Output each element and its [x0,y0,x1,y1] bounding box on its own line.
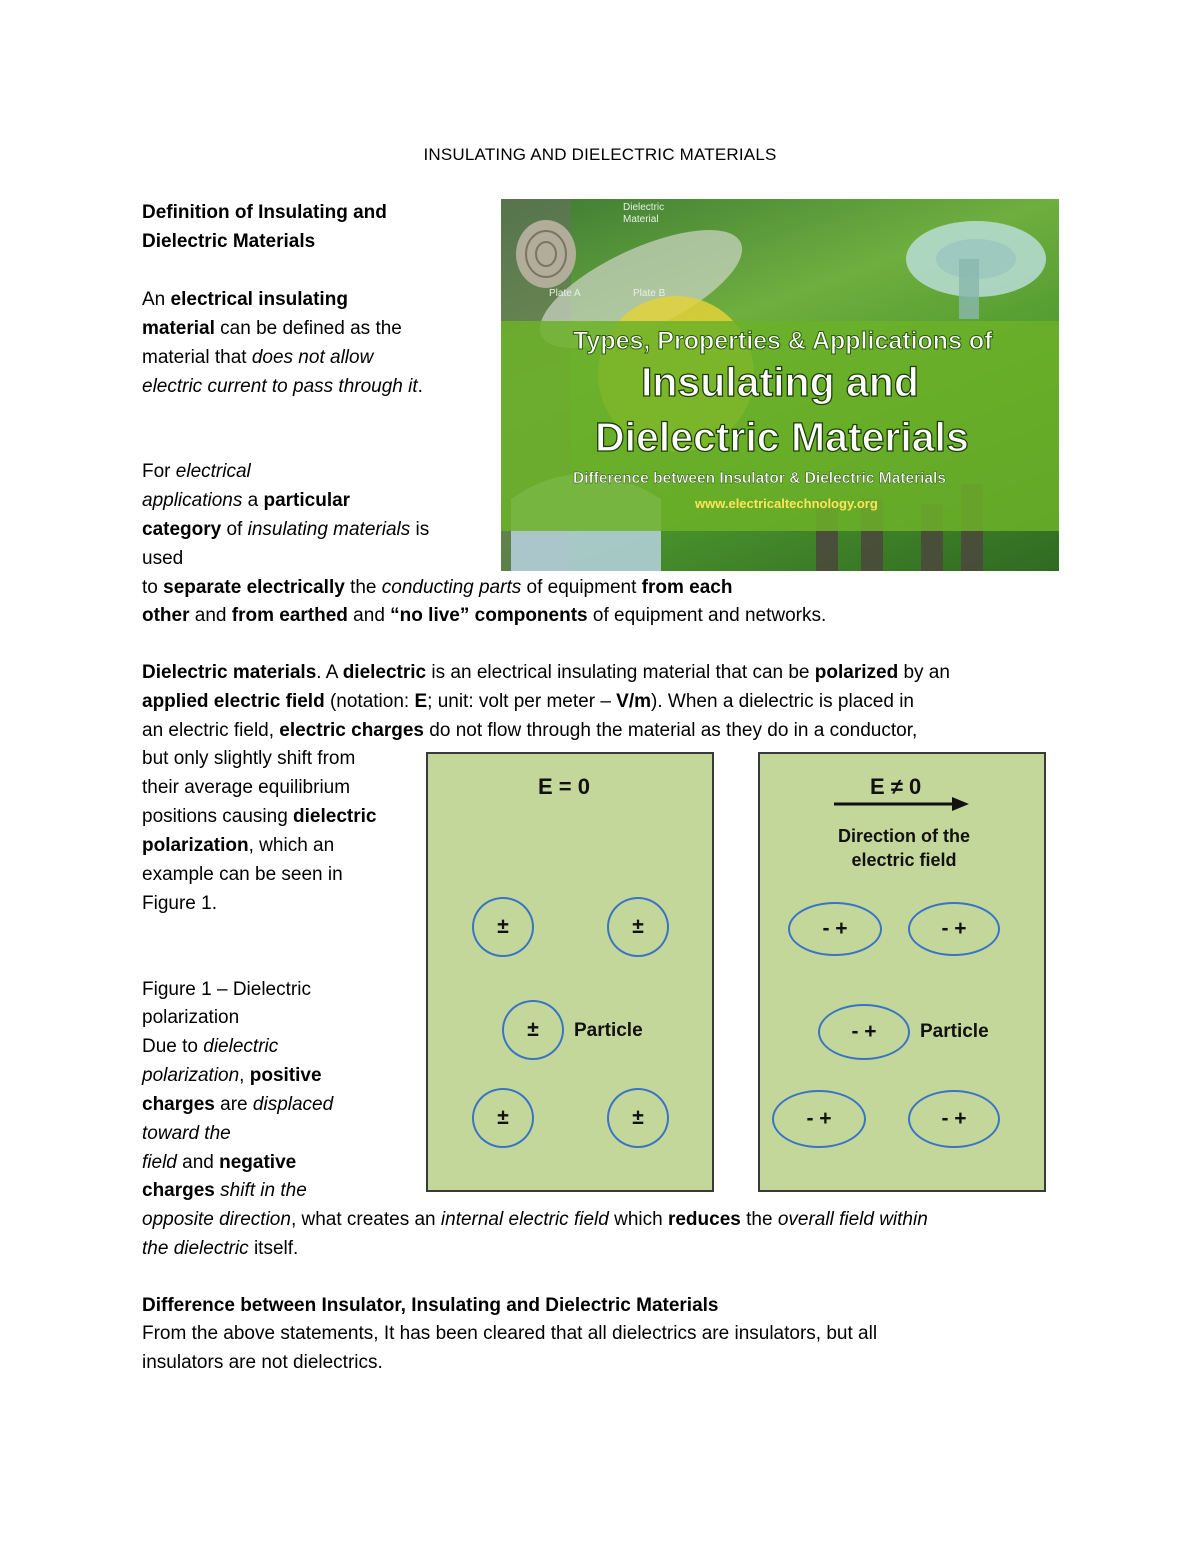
banner-line-4: Difference between Insulator & Dielectric Materials [573,470,946,487]
definition-p2-line-2: applications a particular [142,490,351,511]
caption-line-10: the dielectric itself. [142,1238,299,1259]
definition-p1-line-2: material can be defined as the [142,318,402,339]
dielectric-line-1: Dielectric materials. A dielectric is an electrical insulating material that can be polarized by an [142,662,950,683]
dielectric-line-4: but only slightly shift from [142,748,356,769]
caption-line-1: Figure 1 – Dielectric [142,979,311,1000]
difference-line-1: From the above statements, It has been cleared that all dielectrics are insulators, but all [142,1323,878,1344]
definition-p2-line-1: For electrical [142,461,251,482]
banner-label-plate-a: Plate A [549,288,581,299]
banner-label-plate-b: Plate B [633,288,666,299]
definition-p2-line-4: used [142,548,184,569]
definition-p2-line-3: category of insulating materials is [142,519,430,540]
panel-title-no-field: E = 0 [538,774,590,799]
figure-panel-with-field [758,752,1046,1192]
caption-line-3: Due to dielectric [142,1036,279,1057]
definition-p1-line-1: An electrical insulating [142,289,348,310]
neutral-particle: ± [607,897,669,957]
polarized-particle: - + [818,1004,910,1060]
particle-label: Particle [574,1020,643,1041]
banner-line-2: Insulating and [641,359,919,405]
neutral-particle: ± [472,1088,534,1148]
definition-p2-line-5: to separate electrically the conducting parts of equipment from each [142,577,733,598]
difference-line-2: insulators are not dielectrics. [142,1352,383,1373]
caption-line-8: charges shift in the [142,1180,307,1201]
polarized-particle: - + [908,902,1000,956]
banner-image [501,199,1059,571]
definition-p2-line-6: other and from earthed and “no live” components of equipment and networks. [142,605,827,626]
caption-line-4: polarization, positive [142,1065,322,1086]
caption-line-7: field and negative [142,1152,297,1173]
neutral-particle: ± [502,1000,564,1060]
panel-title-with-field: E ≠ 0 [870,774,922,799]
field-direction-arrow-icon [832,794,972,814]
figure-panel-no-field [426,752,714,1192]
definition-heading-line-2: Dielectric Materials [142,231,316,252]
document-title: INSULATING AND DIELECTRIC MATERIALS [423,145,777,164]
banner-label-dielectric: Dielectric Material [623,202,665,225]
dielectric-line-3: an electric field, electric charges do not flow through the material as they do in a conductor, [142,720,918,741]
field-direction-label: Direction of the electric field [837,826,970,870]
dielectric-line-8: example can be seen in [142,864,343,885]
definition-p1-line-4: electric current to pass through it. [142,376,423,397]
dielectric-line-6: positions causing dielectric [142,806,377,827]
definition-heading-line-1: Definition of Insulating and [142,202,387,223]
caption-line-6: toward the [142,1123,231,1144]
particle-label: Particle [920,1021,989,1042]
banner-url: www.electricaltechnology.org [695,496,878,511]
banner-line-3: Dielectric Materials [595,414,969,460]
definition-p1-line-3: material that does not allow [142,347,374,368]
dielectric-line-7: polarization, which an [142,835,335,856]
polarized-particle: - + [772,1090,866,1148]
caption-line-9: opposite direction, what creates an internal electric field which reduces the overall field within [142,1209,928,1230]
neutral-particle: ± [472,897,534,957]
caption-line-5: charges are displaced [142,1094,334,1115]
difference-heading: Difference between Insulator, Insulating and Dielectric Materials [142,1295,719,1316]
dielectric-line-5: their average equilibrium [142,777,351,798]
caption-line-2: polarization [142,1007,240,1028]
dielectric-line-2: applied electric field (notation: E; unit: volt per meter – V/m). When a dielectric is placed in [142,691,914,712]
neutral-particle: ± [607,1088,669,1148]
dielectric-line-9: Figure 1. [142,893,217,914]
polarized-particle: - + [908,1090,1000,1148]
banner-line-1: Types, Properties & Applications of [573,327,993,355]
polarized-particle: - + [788,902,882,956]
